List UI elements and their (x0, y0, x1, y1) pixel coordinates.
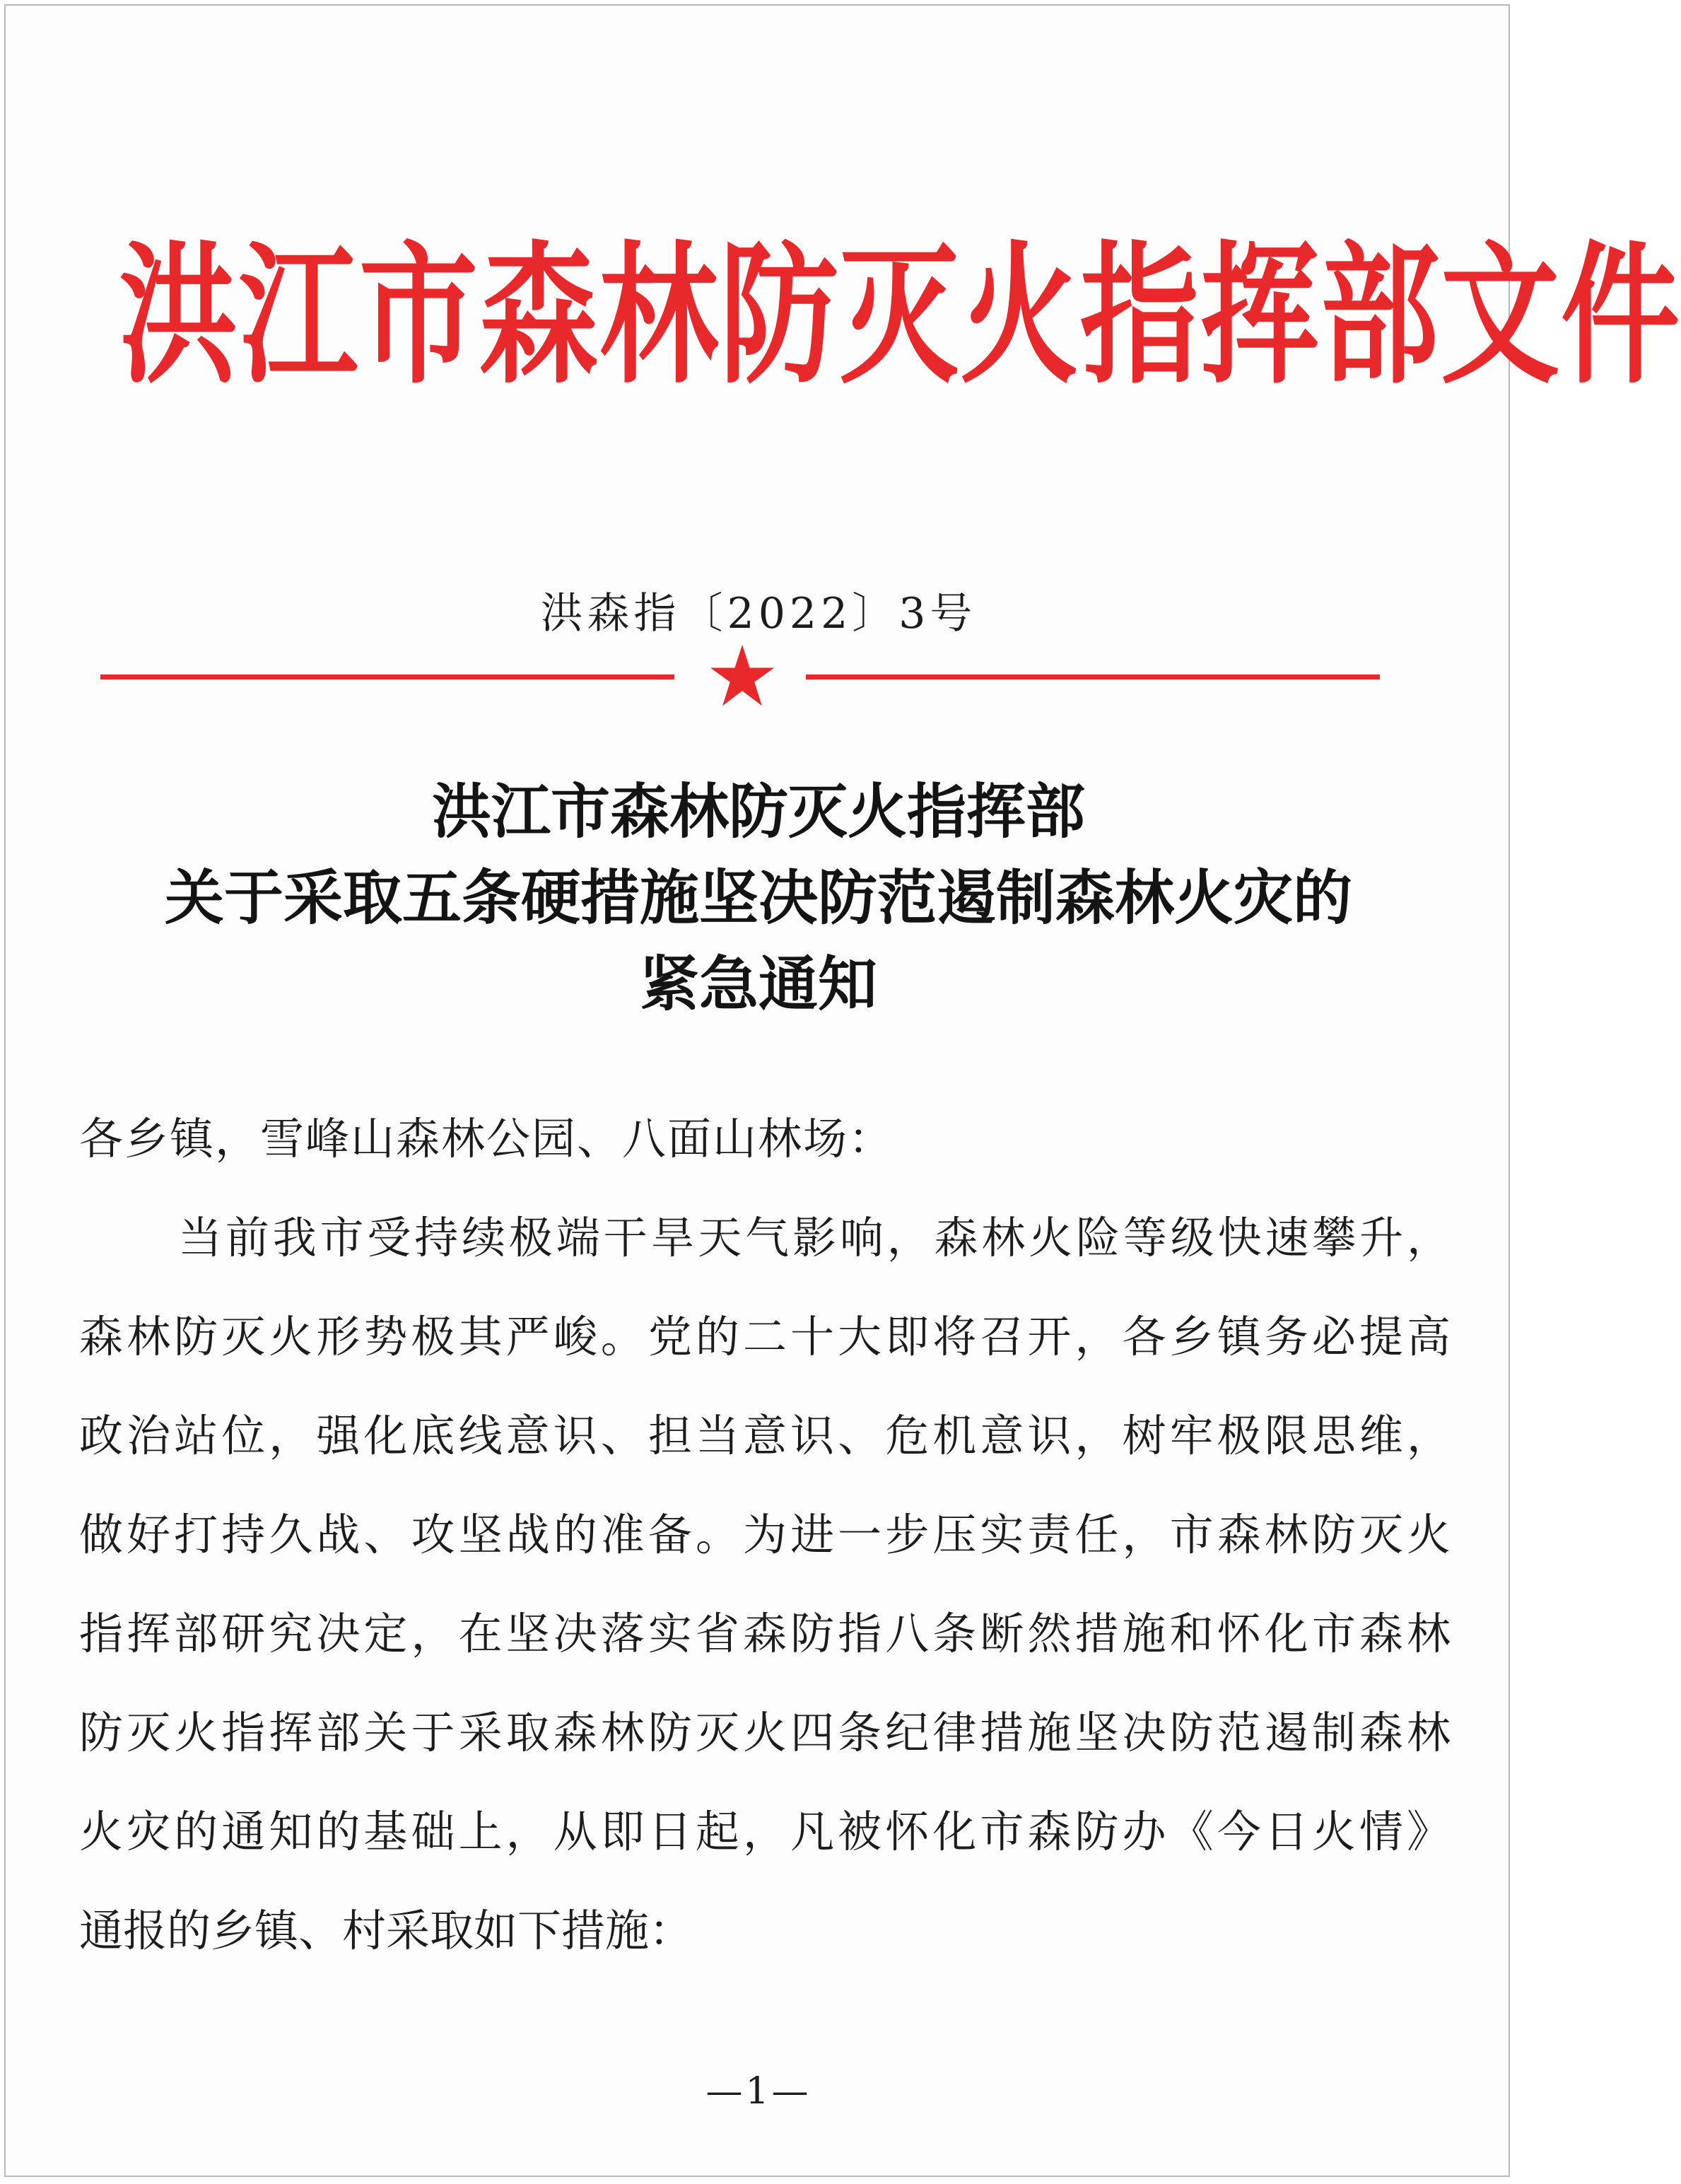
red-divider-left (100, 675, 674, 679)
body-line-7: 火灾的通知的基础上，从即日起，凡被怀化市森防办《今日火情》 (79, 1806, 1451, 1857)
body-line-4: 做好打持久战、攻坚战的准备。为进一步压实责任，市森林防灭火 (79, 1509, 1451, 1560)
body-line-8: 通报的乡镇、村采取如下措施： (79, 1905, 693, 1956)
page-number: —1— (705, 2070, 812, 2113)
body-line-2: 森林防灭火形势极其严峻。党的二十大即将召开，各乡镇务必提高 (79, 1311, 1451, 1362)
document-page (4, 4, 1681, 2177)
red-star-icon (708, 642, 776, 710)
notice-title-line-1: 洪江市森林防灭火指挥部 (431, 776, 1085, 846)
salutation: 各乡镇，雪峰山森林公园、八面山林场： (79, 1113, 894, 1164)
notice-title-line-3: 紧急通知 (639, 949, 877, 1019)
red-divider-right (806, 675, 1380, 679)
body-line-6: 防灭火指挥部关于采取森林防灭火四条纪律措施坚决防范遏制森林 (79, 1707, 1451, 1758)
body-line-1: 当前我市受持续极端干旱天气影响，森林火险等级快速攀升， (178, 1212, 1451, 1263)
document-number: 洪森指〔2022〕3号 (540, 589, 977, 638)
notice-title-line-2: 关于采取五条硬措施坚决防范遏制森林火灾的 (164, 863, 1352, 933)
body-line-3: 政治站位，强化底线意识、担当意识、危机意识，树牢极限思维， (79, 1410, 1451, 1461)
masthead-title: 洪江市森林防灭火指挥部文件 (119, 225, 1681, 405)
body-line-5: 指挥部研究决定，在坚决落实省森防指八条断然措施和怀化市森林 (79, 1608, 1451, 1659)
